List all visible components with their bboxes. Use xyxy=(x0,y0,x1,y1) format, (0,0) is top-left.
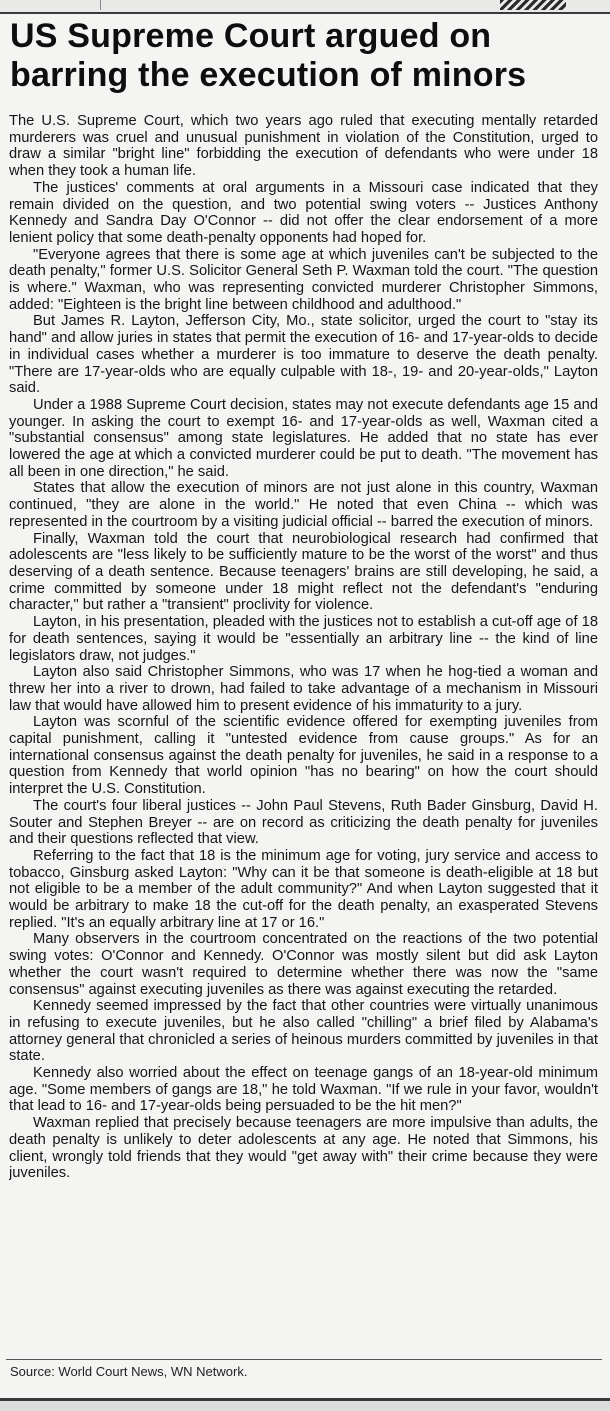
article-paragraph: Finally, Waxman told the court that neurobiological research had confirmed that adolescents are "less likely to be sufficiently mature to be the worst of the worst" and thus deserving of a death sentence. Because teenagers' brains are still developing, he said, a crime committed by someone under 18 might reflect not the defendant's "enduring character," but rather a "transient" proclivity for violence. xyxy=(9,530,598,614)
article-paragraph: Under a 1988 Supreme Court decision, states may not execute defendants age 15 and younger. In asking the court to exempt 16- and 17-year-olds as well, Waxman cited a "substantial consensus" among state legislatures. He added that no state has ever lowered the age at which a convicted murderer could be put to death. "The movement has all been in one direction," he said. xyxy=(9,396,598,480)
article-paragraph: "Everyone agrees that there is some age at which juveniles can't be subjected to the death penalty," former U.S. Solicitor General Seth P. Waxman told the court. "The question is where." Waxman, who was representing convicted murderer Christopher Simmons, added: "Eighteen is the bright line between childhood and adulthood." xyxy=(9,246,598,313)
article-paragraph: Many observers in the courtroom concentrated on the reactions of the two potential swing votes: O'Connor and Kennedy. O'Connor was mostly silent but did ask Layton whether the court wasn't required to determine whether there was now the "same consensus" against executing juveniles as there was against executing the retarded. xyxy=(9,931,598,998)
strip-divider xyxy=(100,0,101,10)
article-paragraph: The court's four liberal justices -- John Paul Stevens, Ruth Bader Ginsburg, David H. Souter and Stephen Breyer -- are on record as criticizing the death penalty for juveniles and their questions reflected that view. xyxy=(9,797,598,848)
top-border-strip xyxy=(0,0,610,14)
article-paragraph: But James R. Layton, Jefferson City, Mo., state solicitor, urged the court to "stay its hand" and allow juries in states that permit the execution of 16- and 17-year-olds to decide in individual cases whether a murderer is too immature to deserve the death penalty. "There are 17-year-olds who are equally culpable with 18-, 19- and 20-year-olds," Layton said. xyxy=(9,313,598,397)
article-paragraph: Waxman replied that precisely because teenagers are more impulsive than adults, the death penalty is unlikely to deter adolescents at any age. He noted that Simmons, his client, wrongly told friends that they would "get away with" their crime because they were juveniles. xyxy=(9,1115,598,1182)
article-paragraph: Layton, in his presentation, pleaded with the justices not to establish a cut-off age of 18 for death sentences, saying it would be "essentially an arbitrary line -- the kind of line legislators draw, not judges." xyxy=(9,614,598,664)
article-paragraph: Kennedy also worried about the effect on teenage gangs of an 18-year-old minimum age. "Some members of gangs are 18," he told Waxman. "If we rule in your favor, wouldn't that lead to 16- and 17-year-olds being persuaded to be the hit men?" xyxy=(9,1065,598,1115)
article-paragraph: The justices' comments at oral arguments in a Missouri case indicated that they remain divided on the question, and two potential swing voters -- Justices Anthony Kennedy and Sandra Day O'Connor -- did not offer the clear endorsement of a more lenient policy that some death-penalty opponents had hoped for. xyxy=(9,179,598,246)
source-divider xyxy=(6,1359,602,1360)
source-credit: Source: World Court News, WN Network. xyxy=(10,1364,248,1379)
bottom-border-strip xyxy=(0,1401,610,1411)
article-paragraph: States that allow the execution of minors are not just alone in this country, Waxman continued, "they are alone in the world." He noted that even China -- which was represented in the courtroom by a visiting judicial official -- barred the execution of minors. xyxy=(9,480,598,530)
article-paragraph: Kennedy seemed impressed by the fact that other countries were virtually unanimous in refusing to execute juveniles, but he also called "chilling" a brief filed by Alabama's attorney general that chronicled a series of heinous murders committed by juveniles in that state. xyxy=(9,998,598,1065)
article-headline: US Supreme Court argued on barring the execution of minors xyxy=(10,17,527,94)
article-body xyxy=(9,113,598,1353)
article-paragraph: Referring to the fact that 18 is the minimum age for voting, jury service and access to tobacco, Ginsburg asked Layton: "Why can it be that someone is death-eligible at 18 but not eligible to be a member of the adult community?" And when Layton suggested that it would be arbitrary to make 18 the cut-off for the death penalty, an exasperated Stevens replied. "It's an equally arbitrary line at 17 or 16." xyxy=(9,847,598,931)
article-paragraph: Layton also said Christopher Simmons, who was 17 when he hog-tied a woman and threw her into a river to drown, had failed to take advantage of a mechanism in Missouri law that would have allowed him to present evidence of his immaturity to a jury. xyxy=(9,664,598,714)
article-paragraph: The U.S. Supreme Court, which two years ago ruled that executing mentally retarded murderers was cruel and unusual punishment in violation of the Constitution, urged to draw a similar "bright line" forbidding the execution of defendants who were under 18 when they took a human life. xyxy=(9,113,598,180)
article-paragraph: Layton was scornful of the scientific evidence offered for exempting juveniles from capital punishment, calling it "untested evidence from cause groups." As for an international consensus against the death penalty for juveniles, he said in a response to a question from Kennedy that world opinion "has no bearing" on how the court should interpret the U.S. Constitution. xyxy=(9,714,598,798)
decorative-logo-mark xyxy=(500,0,566,10)
